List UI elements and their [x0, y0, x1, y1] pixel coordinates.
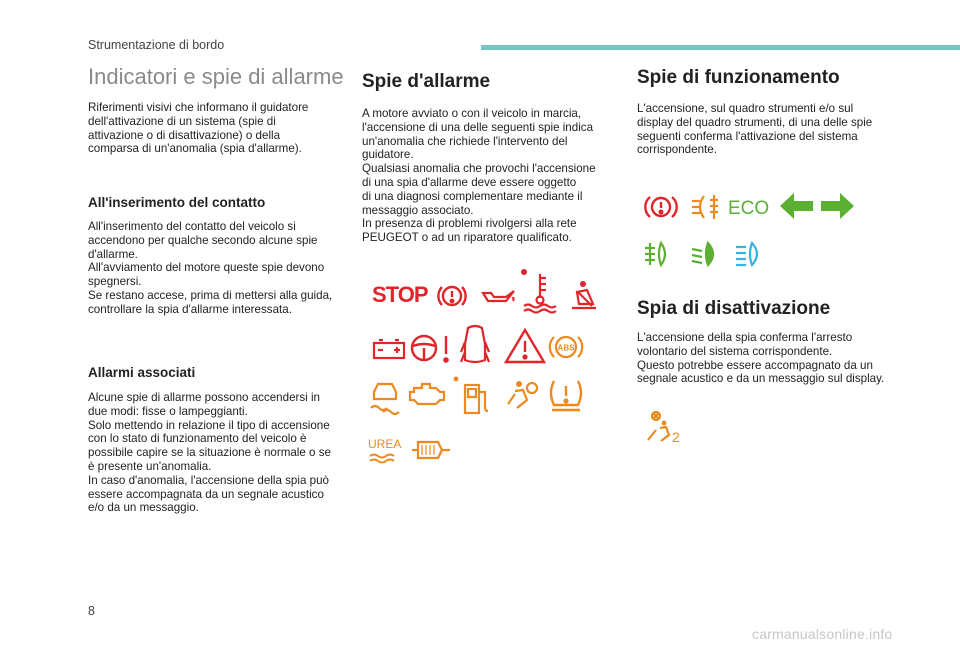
oil-pressure-icon [480, 283, 516, 309]
urea-icon [368, 436, 404, 464]
intro-paragraph: Riferimenti visivi che informano il guidatore dell'attivazione di un sistema (spie di attivazione o di disattivazione) o della comparsa di un'anomalia (spia d'allarme). [88, 101, 309, 156]
warning-lamps-heading: Spie d'allarme [362, 71, 491, 92]
particulate-filter-icon [410, 438, 452, 464]
svg-text:2: 2 [672, 429, 680, 445]
function-lamps-heading: Spie di funzionamento [637, 67, 840, 88]
battery-icon [372, 338, 406, 360]
coolant-temperature-icon [520, 268, 560, 314]
eco-icon [728, 196, 772, 218]
svg-text:ABS: ABS [557, 343, 575, 353]
alarms-heading: Allarmi associati [88, 365, 196, 380]
ignition-paragraph: All'inserimento del contatto del veicolo si accendono per qualche secondo alcune spie d'allarme. All'avviamento del motore queste spie devono spegnersi. Se restano accese, prima di mettersi alla guida, controllare la spia d'allarme interessata. [88, 220, 333, 316]
brake-warning-icon [436, 280, 468, 312]
section-bar [481, 45, 960, 50]
dipped-beam-icon [690, 239, 724, 269]
alarms-paragraph: Alcune spie di allarme possono accendersi in due modi: fisse o lampeggianti. Solo mettendo in relazione il tipo di accensione con lo stato di funzionamento del veicolo è possibile capire se la situazione è normale o se è presente un'anomalia. In caso d'anomalia, l'accensione della spia può essere accompagnata da un segnale acustico e/o da un messaggio. [88, 391, 331, 515]
passenger-airbag-off-icon [644, 410, 684, 446]
warning-lamps-paragraph: A motore avviato o con il veicolo in marcia, l'accensione di una delle seguenti spie indica un'anomalia che richiede l'intervento del guidatore. Qualsiasi anomalia che provochi l'accensione di una spia d'allarme deve essere oggetto di una diagnosi complementare mediante il messaggio associato. In presenza di problemi rivolgersi alla rete PEUGEOT o ad un riparatore qualificato. [362, 107, 596, 245]
general-warning-icon [504, 327, 546, 365]
section-title: Strumentazione di bordo [88, 38, 225, 52]
stop-icon [372, 280, 428, 308]
power-steering-icon [410, 330, 452, 366]
fuel-low-icon [453, 376, 495, 416]
engine-check-icon [408, 380, 448, 408]
door-open-icon [460, 322, 490, 370]
svg-text:ECO: ECO [728, 198, 770, 219]
seatbelt-icon [568, 280, 600, 312]
page-number: 8 [88, 604, 95, 618]
page-title: Indicatori e spie di allarme [88, 64, 344, 89]
main-beam-icon [734, 239, 768, 269]
airbag-icon [505, 380, 539, 412]
watermark: carmanualsonline.info [752, 626, 893, 642]
turn-left-icon [780, 192, 814, 220]
deactivation-paragraph: L'accensione della spia conferma l'arresto volontario del sistema corrispondente. Questo potrebbe essere accompagnato da un segnale acustico e da un messaggio sul display. [637, 331, 885, 386]
svg-text:STOP: STOP [372, 282, 428, 307]
deactivation-heading: Spia di disattivazione [637, 298, 831, 319]
parking-brake-icon [644, 192, 678, 222]
rear-fog-lamp-icon [690, 192, 724, 222]
svg-text:UREA: UREA [368, 437, 402, 451]
abs-icon [549, 330, 583, 364]
function-lamps-paragraph: L'accensione, sul quadro strumenti e/o sul display del quadro strumenti, di una delle spie seguenti conferma l'attivazione del sistema corrispondente. [637, 102, 873, 157]
esp-icon [369, 378, 401, 414]
ignition-heading: All'inserimento del contatto [88, 195, 266, 210]
front-fog-lamp-icon [643, 239, 677, 269]
turn-right-icon [820, 192, 854, 220]
tyre-pressure-icon [548, 378, 584, 412]
